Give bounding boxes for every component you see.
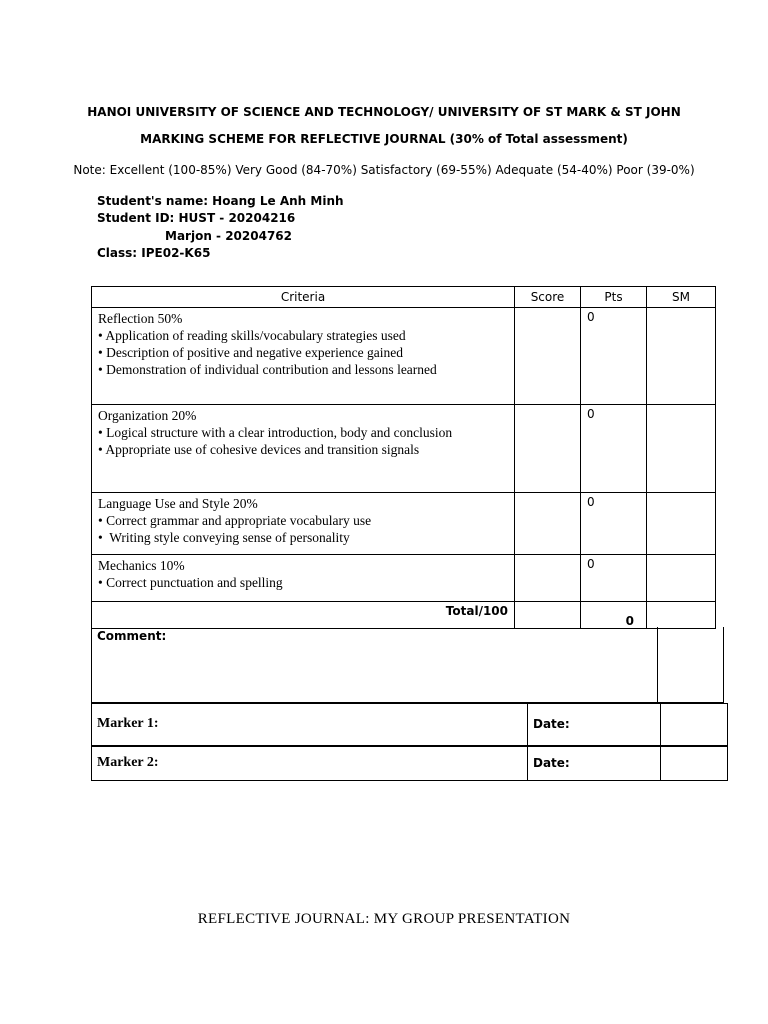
marker-2-extra-field[interactable] — [660, 745, 728, 781]
grade-note: Note: Excellent (100-85%) Very Good (84-70%) Satisfactory (69-55%) Adequate (54-40%) Poor (39-0%) — [73, 163, 695, 177]
score-cell[interactable] — [515, 555, 581, 602]
header-score: Score — [515, 287, 581, 308]
pts-cell: 0 — [581, 555, 647, 602]
marker-1-date-label: Date: — [533, 717, 570, 731]
student-id: Student ID: HUST - 20204216 — [97, 211, 296, 225]
criteria-table — [91, 286, 716, 629]
institution-heading: HANOI UNIVERSITY OF SCIENCE AND TECHNOLOGY/ UNIVERSITY OF ST MARK & ST JOHN — [87, 105, 681, 119]
pts-cell: 0 — [581, 308, 647, 405]
criteria-cell — [92, 405, 515, 493]
table-row — [92, 308, 716, 405]
comment-label: Comment: — [97, 629, 167, 643]
scheme-title: MARKING SCHEME FOR REFLECTIVE JOURNAL (30% of Total assessment) — [140, 132, 628, 146]
header-criteria: Criteria — [92, 287, 515, 308]
student-name: Student's name: Hoang Le Anh Minh — [97, 194, 344, 208]
total-row — [92, 602, 716, 629]
pts-cell: 0 — [581, 493, 647, 555]
sm-cell[interactable] — [647, 493, 716, 555]
pts-cell: 0 — [581, 405, 647, 493]
total-value: 0 — [581, 602, 647, 629]
criterion-title: Organization 20% — [98, 408, 197, 423]
criteria-cell — [92, 308, 515, 405]
criteria-cell — [92, 493, 515, 555]
criterion-title: Reflection 50% — [98, 311, 183, 326]
criterion-bullet: • Demonstration of individual contribution and lessons learned — [98, 362, 437, 377]
marker-1-label: Marker 1: — [97, 716, 159, 731]
header-pts: Pts — [581, 287, 647, 308]
marker-1-extra-field[interactable] — [660, 703, 728, 747]
criterion-bullet: • Description of positive and negative experience gained — [98, 345, 403, 360]
score-cell[interactable] — [515, 493, 581, 555]
total-score-cell[interactable] — [515, 602, 581, 629]
total-label: Total/100 — [92, 602, 515, 629]
table-header-row — [92, 287, 716, 308]
sm-cell[interactable] — [647, 405, 716, 493]
comment-box[interactable] — [91, 627, 658, 703]
sm-cell[interactable] — [647, 308, 716, 405]
comment-side-box[interactable] — [657, 627, 724, 703]
table-row — [92, 405, 716, 493]
criterion-title: Language Use and Style 20% — [98, 496, 258, 511]
criterion-bullet: • Correct grammar and appropriate vocabulary use — [98, 513, 372, 528]
table-row — [92, 493, 716, 555]
criteria-cell — [92, 555, 515, 602]
total-sm-cell[interactable] — [647, 602, 716, 629]
marjon-id: Marjon - 20204762 — [165, 229, 292, 243]
sm-cell[interactable] — [647, 555, 716, 602]
score-cell[interactable] — [515, 405, 581, 493]
marker-2-date-label: Date: — [533, 756, 570, 770]
criterion-bullet: • Writing style conveying sense of personality — [98, 530, 350, 545]
student-class: Class: IPE02-K65 — [97, 246, 211, 260]
score-cell[interactable] — [515, 308, 581, 405]
table-row — [92, 555, 716, 602]
criterion-bullet: • Correct punctuation and spelling — [98, 575, 283, 590]
criterion-bullet: • Logical structure with a clear introduction, body and conclusion — [98, 425, 453, 440]
criterion-bullet: • Appropriate use of cohesive devices and transition signals — [98, 442, 420, 457]
header-sm: SM — [647, 287, 716, 308]
journal-title: REFLECTIVE JOURNAL: MY GROUP PRESENTATION — [197, 911, 571, 927]
criterion-bullet: • Application of reading skills/vocabulary strategies used — [98, 328, 406, 343]
marker-2-label: Marker 2: — [97, 755, 159, 770]
criterion-title: Mechanics 10% — [98, 558, 185, 573]
